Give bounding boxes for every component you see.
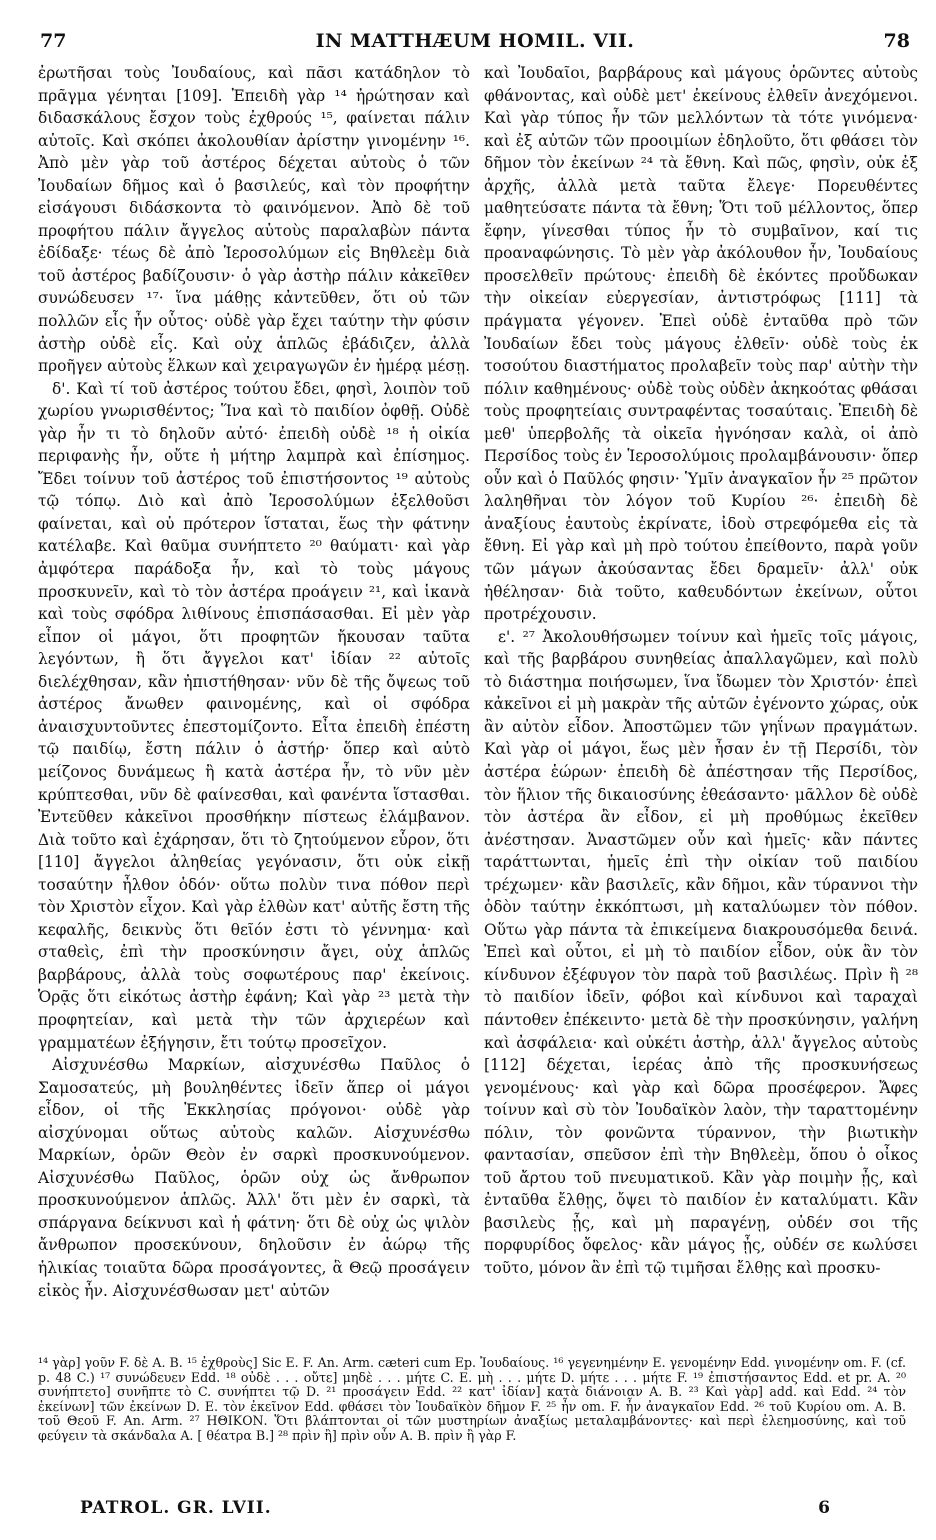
right-paragraph-1: καὶ Ἰουδαῖοι, βαρβάρους καὶ μάγους ὁρῶντες αὐτοὺς φθάνοντας, καὶ οὐδὲ μετ' ἐκείνους ἐλθεῖν ἀνεχόμενοι. Καὶ γὰρ τύπος ἦν τῶν μελλόντων τὰ τότε γινόμενα· καὶ ἐξ αὐτῶν τῶν προοιμίων ἐδηλοῦτο, ὅτι φθάσει τὸν δῆμον τὸν ἐκείνων ²⁴ τὰ ἔθνη. Καὶ πῶς, φησὶν, οὐκ ἐξ ἀρχῆς, ἀλλὰ μετὰ ταῦτα ἔλεγε· Πορευθέντες μαθητεύσατε πάντα τὰ ἔθνη; Ὅτι τοῦ μέλλοντος, ὅπερ ἔφην, γίνεσθαι τύπος ἦν τὸ συμβαῖνον, καί τις προαναφώνησις. Τὸ μὲν γὰρ ἀκόλουθον ἦν, Ἰουδαίους προσελθεῖν πρώτους· ἐπειδὴ δὲ ἑκόντες προὔδωκαν τὴν οἰκείαν εὐεργεσίαν, ἀντιστρόφως [111] τὰ πράγματα γέγονεν. Ἐπεὶ οὐδὲ ἐνταῦθα πρὸ τῶν Ἰουδαίων ἔδει τοὺς μάγους ἐλθεῖν· οὐδὲ τοὺς ἐκ τοσούτου διαστήματος προλαβεῖν τοὺς παρ' αὐτὴν τὴν πόλιν καθημένους· οὐδὲ τοὺς οὐδὲν ἀκηκοότας φθάσαι τοὺς προφητείαις συντραφέντας τοσαύταις. Ἐπειδὴ δὲ μεθ' ὑπερβολῆς τὰ οἰκεῖα ἠγνόησαν καλὰ, οἱ ἀπὸ Περσίδος τοὺς ἐν Ἱεροσολύμοις προλαμβάνουσιν· ὅπερ οὖν καὶ ὁ Παῦλός φησιν· Ὑμῖν ἀναγκαῖον ἦν ²⁵ πρῶτον λαληθῆναι τὸν λόγον τοῦ Κυρίου ²⁶· ἐπειδὴ δὲ ἀναξίους ἑαυτοὺς ἐκρίνατε, ἰδοὺ στρεφόμεθα εἰς τὰ ἔθνη. Εἰ γὰρ καὶ μὴ πρὸ τούτου ἐπείθοντο, παρὰ γοῦν τῶν μάγων ἀκούσαντας ἔδει δραμεῖν· ἀλλ' οὐκ ἠθέλησαν· διὰ τοῦτο, καθευδόντων ἐκείνων, οὗτοι προτρέχουσιν. [484, 64, 918, 624]
page-footer [80, 1498, 840, 1526]
left-paragraph-3: Αἰσχυνέσθω Μαρκίων, αἰσχυνέσθω Παῦλος ὁ Σαμοσατεύς, μὴ βουληθέντες ἰδεῖν ἅπερ οἱ μάγοι εἶδον, οἱ τῆς Ἐκκλησίας πρόγονοι· οὐδὲ γὰρ αἰσχύνομαι οὕτως αὐτοὺς καλῶν. Αἰσχυνέσθω Μαρκίων, ὁρῶν Θεὸν ἐν σαρκὶ προσκυνούμενον. Αἰσχυνέσθω Παῦλος, ὁρῶν οὐχ ὡς ἄνθρωπον προσκυνούμενον ἁπλῶς. Ἀλλ' ὅτι μὲν ἐν σαρκὶ, τὰ σπάργανα δείκνυσι καὶ ἡ φάτνη· ὅτι δὲ οὐχ ὡς ψιλὸν ἄνθρωπον προσεκύνουν, δηλοῦσιν ἐν ἀώρῳ τῆς ἡλικίας τοιαῦτα δῶρα προσάγοντες, ἃ Θεῷ προσάγειν εἰκὸς ἦν. Αἰσχυνέσθωσαν μετ' αὐτῶν [38, 1056, 470, 1300]
running-title: IN MATTHÆUM HOMIL. VII. [315, 30, 635, 52]
running-header [40, 30, 910, 58]
footer-collection-label: PATROL. GR. LVII. [80, 1498, 272, 1518]
footer-signature-number: 6 [818, 1498, 830, 1518]
left-column [38, 62, 470, 1342]
footnote-text: ¹⁴ γὰρ] γοῦν F. δὲ A. B. ¹⁵ ἐχθροὺς] Sic E. F. An. Arm. cæteri cum Ep. Ἰουδαίους. ¹⁶ γεγενημένην E. γενομένην Edd. γινομένην om. F. (cf. p. 48 C.) ¹⁷ συνώδευεν Edd. ¹⁸ οὐδὲ . . . οὔτε] μηδὲ . . . μήτε C. E. μὴ . . . μήτε D. μήτε . . . μήτε F. ¹⁹ ἐπιστήσαντος Edd. et pr. A. ²⁰ συνήπτετο] συνῆπτε τὸ C. συνήπτει τῷ D. ²¹ προσάγειν Edd. ²² κατ' ἰδίαν] κατὰ διάνοιαν A. B. ²³ Καὶ γὰρ] add. καὶ Edd. ²⁴ τὸν ἐκείνων] τῶν ἐκείνων D. E. τὸν ἐκεῖνον Edd. φθάσει τὸν Ἰουδαϊκὸν δῆμον F. ²⁵ ἦν om. F. ἦν ἀναγκαῖον Edd. ²⁶ τοῦ Κυρίου om. A. B. τοῦ Θεοῦ F. An. Arm. ²⁷ ΗΘΙΚΟΝ. Ὅτι βλάπτονται οἱ τῶν μυστηρίων ἀναξίως μεταλαμβάνοντες· καὶ περὶ ἐλεημοσύνης, καὶ τοῦ φεύγειν τὰ σκάνδαλα A. [ θέατρα B.] ²⁸ πρὶν ἢ] πρὶν οὖν A. B. πρὶν ἢ γὰρ F. [38, 1356, 906, 1443]
left-page-number: 77 [40, 30, 67, 52]
left-paragraph-2: δ'. Καὶ τί τοῦ ἀστέρος τούτου ἔδει, φησὶ, λοιπὸν τοῦ χωρίου γνωρισθέντος; Ἵνα καὶ τὸ παιδίον ὀφθῇ. Οὐδὲ γὰρ ἦν τι τὸ δηλοῦν αὐτό· ἐπειδὴ οὐδὲ ¹⁸ ἡ οἰκία περιφανὴς ἦν, οὔτε ἡ μήτηρ λαμπρὰ καὶ ἐπίσημος. Ἔδει τοίνυν τοῦ ἀστέρος τοῦ ἐπιστήσοντος ¹⁹ αὐτοὺς τῷ τόπῳ. Διὸ καὶ ἀπὸ Ἱεροσολύμων ἐξελθοῦσι φαίνεται, καὶ οὐ πρότερον ἵσταται, ἕως τὴν φάτνην κατέλαβε. Καὶ θαῦμα συνήπτετο ²⁰ θαύματι· καὶ γὰρ ἀμφότερα παράδοξα ἦν, καὶ τὸ τοὺς μάγους προσκυνεῖν, καὶ τὸ τὸν ἀστέρα προάγειν ²¹, καὶ ἱκανὰ καὶ τοὺς σφόδρα λιθίνους ἐπισπάσασθαι. Εἰ μὲν γὰρ εἶπον οἱ μάγοι, ὅτι προφητῶν ἤκουσαν ταῦτα λεγόντων, ἢ ὅτι ἄγγελοι κατ' ἰδίαν ²² αὐτοῖς διελέχθησαν, κἂν ἠπιστήθησαν· νῦν δὲ τῆς ὄψεως τοῦ ἀστέρος ἄνωθεν φαινομένης, καὶ οἱ σφόδρα ἀναισχυντοῦντες ἐπεστομίζοντο. Εἶτα ἐπειδὴ ἐπέστη τῷ παιδίῳ, ἔστη πάλιν ὁ ἀστήρ· ὅπερ καὶ αὐτὸ μείζονος δυνάμεως ἢ κατὰ ἀστέρα ἦν, τὸ νῦν μὲν κρύπτεσθαι, νῦν δὲ φαίνεσθαι, καὶ φανέντα ἵστασθαι. Ἐντεῦθεν κἀκεῖνοι προσθήκην πίστεως ἐλάμβανον. Διὰ τοῦτο καὶ ἐχάρησαν, ὅτι τὸ ζητούμενον εὗρον, ὅτι [110] ἄγγελοι ἀληθείας γεγόνασιν, ὅτι οὐκ εἰκῇ τοσαύτην ἦλθον ὁδόν· οὕτω πολὺν τινα πόθον περὶ τὸν Χριστὸν εἶχον. Καὶ γὰρ ἐλθὼν κατ' αὐτῆς ἔστη τῆς κεφαλῆς, δεικνὺς ὅτι θεῖόν ἐστι τὸ γέννημα· καὶ σταθεὶς, ἐπὶ τὴν προσκύνησιν ἄγει, οὐχ ἁπλῶς βαρβάρους, ἀλλὰ τοὺς σοφωτέρους παρ' ἐκείνοις. Ὁρᾷς ὅτι εἰκότως ἀστὴρ ἐφάνη; Καὶ γὰρ ²³ μετὰ τὴν προφητείαν, καὶ μετὰ τὴν τῶν ἀρχιερέων καὶ γραμματέων ἐξήγησιν, ἔτι τούτῳ προσεῖχον. [38, 379, 470, 1052]
right-column [484, 62, 918, 1342]
footnotes [38, 1356, 906, 1484]
left-paragraph-1: ἐρωτῆσαι τοὺς Ἰουδαίους, καὶ πᾶσι κατάδηλον τὸ πρᾶγμα γένηται [109]. Ἐπειδὴ γὰρ ¹⁴ ἠρώτησαν καὶ διδασκάλους ἔσχον τοὺς ἐχθρούς ¹⁵, φαίνεται πάλιν αὐτοῖς. Καὶ σκόπει ἀκολουθίαν ἀρίστην γινομένην ¹⁶. Ἀπὸ μὲν γὰρ τοῦ ἀστέρος δέχεται αὐτοὺς ὁ τῶν Ἰουδαίων δῆμος καὶ ὁ βασιλεύς, καὶ τὸν προφήτην εἰσάγουσι διδάσκοντα τὸ φαινόμενον. Ἀπὸ δὲ τοῦ προφήτου πάλιν ἄγγελος αὐτοὺς παραλαβὼν πάντα ἐδίδαξε· τέως δὲ ἀπὸ Ἱεροσολύμων εἰς Βηθλεὲμ διὰ τοῦ ἀστέρος βαδίζουσιν· ὁ γὰρ ἀστὴρ πάλιν κἀκεῖθεν συνώδευσεν ¹⁷· ἵνα μάθῃς κἀντεῦθεν, ὅτι οὐ τῶν πολλῶν εἷς ἦν οὗτος· οὐδὲ γὰρ ἔχει ταύτην τὴν φύσιν ἀστὴρ οὐδὲ εἷς. Καὶ οὐχ ἁπλῶς ἐβάδιζεν, ἀλλὰ προῆγεν αὐτοὺς ἕλκων καὶ χειραγωγῶν ἐν ἡμέρᾳ μέσῃ. [38, 64, 470, 376]
right-page-number: 78 [883, 30, 910, 52]
right-paragraph-2: ε'. ²⁷ Ἀκολουθήσωμεν τοίνυν καὶ ἡμεῖς τοῖς μάγοις, καὶ τῆς βαρβάρου συνηθείας ἀπαλλαγῶμεν, καὶ πολὺ τὸ διάστημα ποιήσωμεν, ἵνα ἴδωμεν τὸν Χριστόν· ἐπεὶ κἀκεῖνοι εἰ μὴ μακρὰν τῆς αὐτῶν ἐγένοντο χώρας, οὐκ ἂν αὐτὸν εἶδον. Ἀποστῶμεν τῶν γηΐνων πραγμάτων. Καὶ γὰρ οἱ μάγοι, ἕως μὲν ἦσαν ἐν τῇ Περσίδι, τὸν ἀστέρα ἑώρων· ἐπειδὴ δὲ ἀπέστησαν τῆς Περσίδος, τὸν ἥλιον τῆς δικαιοσύνης ἐθεάσαντο· μᾶλλον δὲ οὐδὲ τὸν ἀστέρα ἂν εἶδον, εἰ μὴ προθύμως ἐκεῖθεν ἀνέστησαν. Ἀναστῶμεν οὖν καὶ ἡμεῖς· κἂν πάντες ταράττωνται, ἡμεῖς ἐπὶ τὴν οἰκίαν τοῦ παιδίου τρέχωμεν· κἂν βασιλεῖς, κἂν δῆμοι, κἂν τύραννοι τὴν ὁδὸν ταύτην ἐκκόπτωσι, μὴ καταλύωμεν τὸν πόθον. Οὕτω γὰρ πάντα τὰ ἐπικείμενα διακρουσόμεθα δεινά. Ἐπεὶ καὶ οὗτοι, εἰ μὴ τὸ παιδίον εἶδον, οὐκ ἂν τὸν κίνδυνον ἐξέφυγον τὸν παρὰ τοῦ βασιλέως. Πρὶν ἢ ²⁸ τὸ παιδίον ἰδεῖν, φόβοι καὶ κίνδυνοι καὶ ταραχαὶ πάντοθεν ἐπέκειντο· μετὰ δὲ τὴν προσκύνησιν, γαλήνη καὶ ἀσφάλεια· καὶ οὐκέτι ἀστὴρ, ἀλλ' ἄγγελος αὐτοὺς [112] δέχεται, ἱερέας ἀπὸ τῆς προσκυνήσεως γενομένους· καὶ γὰρ καὶ δῶρα προσέφερον. Ἄφες τοίνυν καὶ σὺ τὸν Ἰουδαϊκὸν λαὸν, τὴν ταραττομένην πόλιν, τὸν φονῶντα τύραννον, τὴν βιωτικὴν φαντασίαν, σπεῦσον ἐπὶ τὴν Βηθλεὲμ, ὅπου ὁ οἶκος τοῦ ἄρτου τοῦ πνευματικοῦ. Κἂν γὰρ ποιμὴν ᾖς, καὶ ἐνταῦθα ἔλθῃς, ὄψει τὸ παιδίον ἐν καταλύματι. Κἂν βασιλεὺς ᾖς, καὶ μὴ παραγένῃ, οὐδέν σοι τῆς πορφυρίδος ὄφελος· κἂν μάγος ᾖς, οὐδέν σε κωλύσει τοῦτο, μόνον ἂν ἐπὶ τῷ τιμῆσαι ἔλθῃς καὶ προσκυ- [484, 627, 918, 1277]
